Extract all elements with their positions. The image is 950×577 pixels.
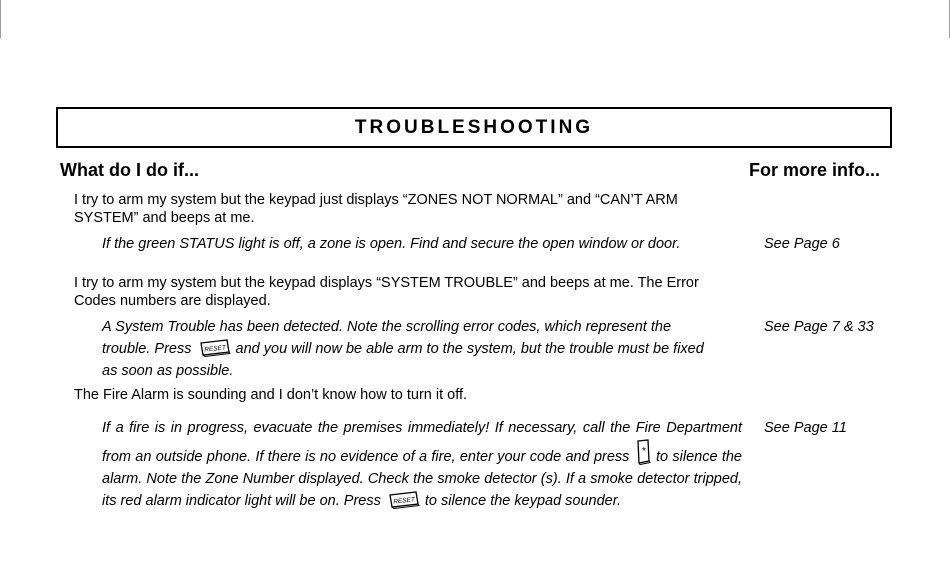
answer-text: A System Trouble has been detected. Note the scrolling error codes, which represent the trouble. Press	[102, 319, 672, 357]
answer-system-trouble	[102, 316, 722, 382]
answer-text: If a fire is in progress, evacuate the premises immediately! If necessary, call the Fire Department from an outside phone. If there is no evidence of a fire, enter your code and press	[102, 420, 742, 465]
svg-text:*: *	[641, 446, 646, 457]
answer-text: to silence the keypad sounder.	[420, 493, 622, 509]
svg-text:RESET: RESET	[203, 344, 226, 354]
page-edge-mark-left	[0, 0, 1, 38]
section-title-box	[56, 107, 892, 148]
reference-system-trouble: See Page 7 & 33	[764, 319, 874, 335]
answer-zones-not-normal: If the green STATUS light is off, a zone is open. Find and secure the open window or door.	[102, 236, 681, 252]
question-zones-not-normal: I try to arm my system but the keypad just displays “ZONES NOT NORMAL” and “CAN’T ARM SYSTEM” and beeps at me.	[74, 192, 678, 226]
answer-text: and you will now be able arm to the system, but the trouble must be fixed as soon as possible.	[102, 341, 704, 379]
column-header-info: For more info...	[749, 160, 881, 180]
reference-fire-alarm: See Page 11	[764, 420, 847, 436]
reset-key-icon	[386, 491, 420, 509]
answer-text: to silence the alarm. Note the Zone Number displayed. Check the smoke detector (s). If a smoke detector tripped, its red alarm indicator light will be on. Press	[102, 449, 742, 509]
svg-text:RESET: RESET	[392, 496, 416, 506]
reset-key-icon	[197, 339, 231, 357]
reference-zones-not-normal: See Page 6	[764, 236, 840, 252]
answer-fire-alarm	[102, 417, 742, 512]
question-system-trouble: I try to arm my system but the keypad displays “SYSTEM TROUBLE” and beeps at me. The Error Codes numbers are displayed.	[74, 275, 699, 309]
question-fire-alarm: The Fire Alarm is sounding and I don’t know how to turn it off.	[74, 387, 468, 403]
column-header-question: What do I do if...	[60, 160, 199, 180]
section-title: TROUBLESHOOTING	[354, 116, 594, 138]
star-key-icon	[635, 439, 651, 465]
